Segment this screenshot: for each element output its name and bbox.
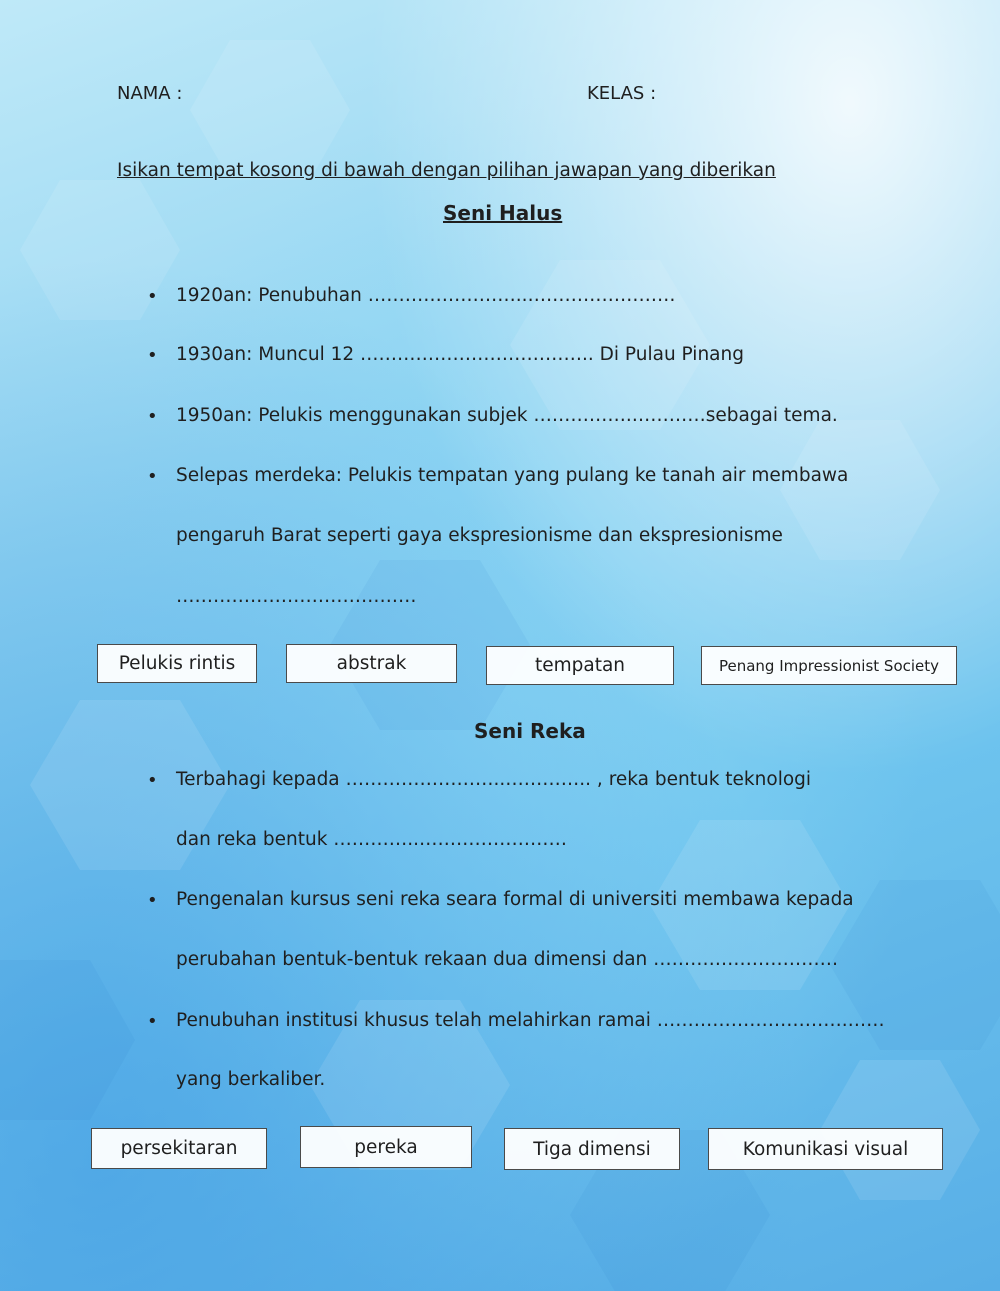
- seni-reka-item-3-cont: yang berkaliber.: [176, 1069, 326, 1090]
- seni-halus-item-4-blank: …………………………………: [176, 586, 417, 607]
- option-penang-impressionist-society[interactable]: Penang Impressionist Society: [701, 646, 957, 685]
- section-title-seni-halus: Seni Halus: [443, 201, 563, 225]
- bullet: •: [147, 1011, 158, 1032]
- option-komunikasi-visual[interactable]: Komunikasi visual: [708, 1128, 943, 1170]
- kelas-label: KELAS :: [587, 83, 657, 104]
- option-pelukis-rintis[interactable]: Pelukis rintis: [97, 644, 257, 683]
- bullet: •: [147, 286, 158, 307]
- seni-reka-item-1: Terbahagi kepada ……………………..………….. , reka bentuk teknologi: [176, 769, 812, 790]
- seni-reka-item-3: Penubuhan institusi khusus telah melahirkan ramai ………………………….……: [176, 1010, 885, 1031]
- seni-halus-item-2: 1930an: Muncul 12 ……………………………….. Di Pulau Pinang: [176, 344, 744, 365]
- option-tiga-dimensi[interactable]: Tiga dimensi: [504, 1128, 680, 1170]
- option-pereka[interactable]: pereka: [300, 1126, 472, 1168]
- option-tempatan[interactable]: tempatan: [486, 646, 674, 685]
- seni-halus-item-4: Selepas merdeka: Pelukis tempatan yang pulang ke tanah air membawa: [176, 465, 849, 486]
- option-persekitaran[interactable]: persekitaran: [91, 1128, 267, 1169]
- instruction-text: Isikan tempat kosong di bawah dengan pilihan jawapan yang diberikan: [117, 160, 776, 181]
- bullet: •: [147, 345, 158, 366]
- seni-halus-item-4-cont: pengaruh Barat seperti gaya ekspresionisme dan ekspresionisme: [176, 525, 783, 546]
- seni-reka-item-2: Pengenalan kursus seni reka seara formal di universiti membawa kepada: [176, 889, 854, 910]
- option-abstrak[interactable]: abstrak: [286, 644, 457, 683]
- bullet: •: [147, 770, 158, 791]
- nama-label: NAMA :: [117, 83, 183, 104]
- seni-halus-item-1: 1920an: Penubuhan ……………………..……………………: [176, 285, 676, 306]
- bullet: •: [147, 890, 158, 911]
- bullet: •: [147, 466, 158, 487]
- seni-halus-item-3: 1950an: Pelukis menggunakan subjek …………….…………sebagai tema.: [176, 405, 838, 426]
- section-title-seni-reka: Seni Reka: [474, 719, 586, 743]
- seni-reka-item-2-cont: perubahan bentuk-bentuk rekaan dua dimensi dan …………………………: [176, 949, 839, 970]
- bullet: •: [147, 406, 158, 427]
- seni-reka-item-1-cont: dan reka bentuk …………..……………………: [176, 829, 568, 850]
